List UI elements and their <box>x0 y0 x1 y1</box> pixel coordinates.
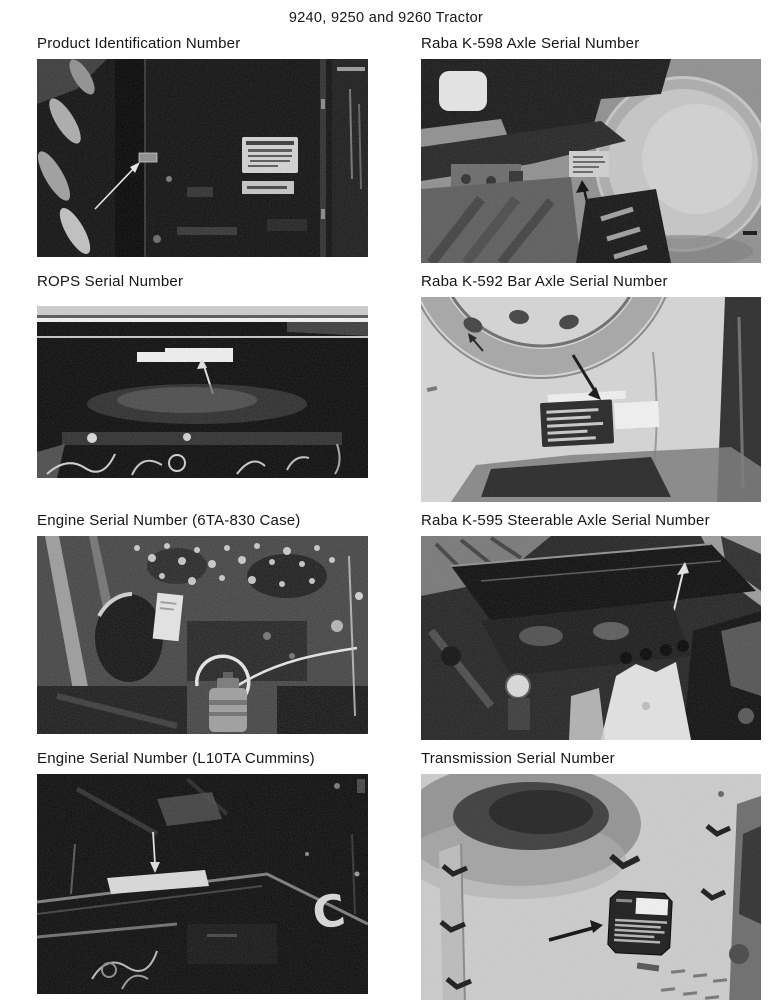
photo-transmission-serial-number <box>421 774 761 1000</box>
figure-caption: Engine Serial Number (L10TA Cummins) <box>37 750 315 767</box>
figure-grid <box>0 35 772 1000</box>
photo-engine-serial-number-l10ta-cummins <box>37 774 368 994</box>
photo-rops-serial-number <box>37 306 368 478</box>
photo-raba-k595-steerable-axle-serial-number <box>421 536 761 740</box>
photo-raba-k592-bar-axle-serial-number <box>421 297 761 502</box>
figure-raba-k598-axle-serial-number <box>421 35 761 263</box>
figure-caption: Transmission Serial Number <box>421 750 615 767</box>
figure-rops-serial-number <box>37 273 368 478</box>
figure-caption: Engine Serial Number (6TA-830 Case) <box>37 512 301 529</box>
photo-product-identification-number <box>37 59 368 257</box>
figure-engine-serial-number-6ta830-case <box>37 512 368 734</box>
figure-transmission-serial-number <box>421 750 761 1000</box>
figure-caption: Raba K-598 Axle Serial Number <box>421 35 640 52</box>
figure-caption: Raba K-592 Bar Axle Serial Number <box>421 273 668 290</box>
figure-raba-k595-steerable-axle-serial-number <box>421 512 761 740</box>
cummins-logo: C <box>309 884 349 940</box>
figure-caption: Raba K-595 Steerable Axle Serial Number <box>421 512 710 529</box>
photo-raba-k598-axle-serial-number <box>421 59 761 263</box>
figure-caption: ROPS Serial Number <box>37 273 184 290</box>
page-title: 9240, 9250 and 9260 Tractor <box>288 10 484 26</box>
photo-engine-serial-number-6ta830-case <box>37 536 368 734</box>
figure-raba-k592-bar-axle-serial-number <box>421 273 761 502</box>
figure-product-identification-number <box>37 35 368 257</box>
figure-caption: Product Identification Number <box>37 35 241 52</box>
figure-engine-serial-number-l10ta-cummins <box>37 750 368 994</box>
